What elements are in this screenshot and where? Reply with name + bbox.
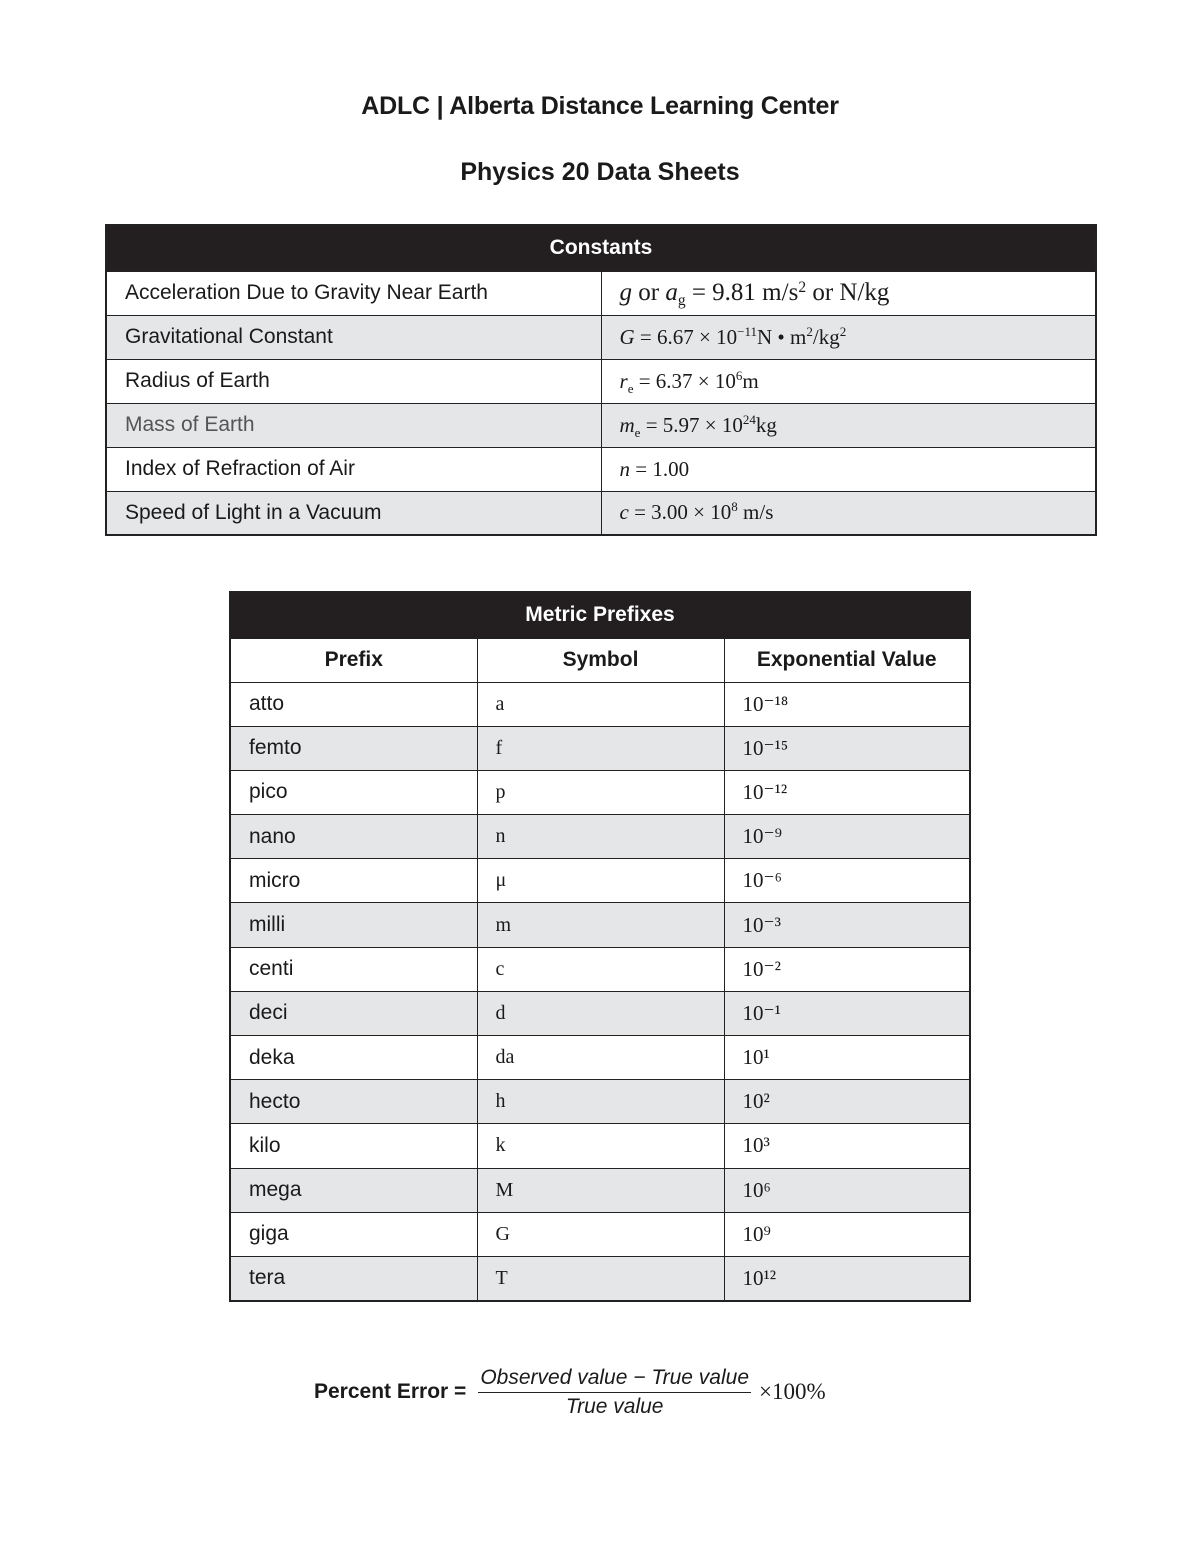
prefix-exponential-value: 10⁻¹⁵ — [724, 726, 970, 770]
prefix-exponential-value: 10¹² — [724, 1256, 970, 1300]
prefix-symbol: f — [477, 726, 724, 770]
constants-caption: Constants — [106, 225, 1096, 271]
prefix-symbol: k — [477, 1124, 724, 1168]
prefix-name: pico — [230, 770, 477, 814]
prefix-name: tera — [230, 1256, 477, 1300]
prefix-row — [230, 947, 970, 991]
prefix-row — [230, 815, 970, 859]
prefix-row — [230, 682, 970, 726]
prefix-exponential-value: 10⁻³ — [724, 903, 970, 947]
constant-row — [106, 491, 1096, 535]
prefix-exponential-value: 10⁹ — [724, 1212, 970, 1256]
prefix-name: giga — [230, 1212, 477, 1256]
formula-multiplier: ×100% — [759, 1379, 826, 1404]
formula-denominator: True value — [565, 1394, 664, 1418]
column-header-symbol: Symbol — [477, 638, 724, 682]
prefix-symbol: T — [477, 1256, 724, 1300]
constants-table — [105, 224, 1097, 536]
prefix-exponential-value: 10⁻¹² — [724, 770, 970, 814]
prefix-symbol: m — [477, 903, 724, 947]
prefix-name: deka — [230, 1036, 477, 1080]
formula-fraction — [478, 1366, 751, 1419]
prefix-name: milli — [230, 903, 477, 947]
prefix-symbol: p — [477, 770, 724, 814]
constant-value: n = 1.00 — [601, 447, 1096, 491]
prefix-row — [230, 991, 970, 1035]
prefix-name: atto — [230, 682, 477, 726]
constant-value: $r_e = 6.37 \times 10^6m$ — [601, 359, 1096, 403]
prefix-name: micro — [230, 859, 477, 903]
constant-row — [106, 403, 1096, 447]
prefix-name: deci — [230, 991, 477, 1035]
constant-row — [106, 271, 1096, 315]
column-header-exponential-value: Exponential Value — [724, 638, 970, 682]
constant-value: g or $a_g = 9.81$ $m/s^2$ or N/kg — [601, 271, 1096, 315]
prefix-row — [230, 770, 970, 814]
prefix-exponential-value: 10² — [724, 1080, 970, 1124]
prefix-row — [230, 1036, 970, 1080]
prefix-exponential-value: 10⁻⁶ — [724, 859, 970, 903]
prefix-name: centi — [230, 947, 477, 991]
document-header-title: ADLC | Alberta Distance Learning Center — [361, 92, 839, 120]
prefix-exponential-value: 10⁶ — [724, 1168, 970, 1212]
document-subtitle: Physics 20 Data Sheets — [460, 158, 740, 186]
prefix-name: kilo — [230, 1124, 477, 1168]
prefixes-caption: Metric Prefixes — [230, 592, 970, 638]
prefix-exponential-value: 10⁻¹ — [724, 991, 970, 1035]
prefix-row — [230, 1212, 970, 1256]
prefix-symbol: n — [477, 815, 724, 859]
constant-value: $c = 3.00 \times 10^8$ m/s — [601, 491, 1096, 535]
formula-numerator: Observed value − True value — [478, 1366, 751, 1393]
prefix-exponential-value: 10⁻⁹ — [724, 815, 970, 859]
column-header-prefix: Prefix — [230, 638, 477, 682]
prefix-symbol: da — [477, 1036, 724, 1080]
prefix-row — [230, 859, 970, 903]
prefix-row — [230, 1256, 970, 1300]
constant-name: Speed of Light in a Vacuum — [106, 491, 601, 535]
prefix-symbol: h — [477, 1080, 724, 1124]
prefix-row — [230, 726, 970, 770]
constant-row — [106, 359, 1096, 403]
prefix-row — [230, 903, 970, 947]
prefix-name: hecto — [230, 1080, 477, 1124]
constant-name: Radius of Earth — [106, 359, 601, 403]
constant-name: Mass of Earth — [106, 403, 601, 447]
prefix-symbol: G — [477, 1212, 724, 1256]
prefix-exponential-value: 10³ — [724, 1124, 970, 1168]
prefix-name: mega — [230, 1168, 477, 1212]
prefix-row — [230, 1124, 970, 1168]
prefix-exponential-value: 10¹ — [724, 1036, 970, 1080]
prefix-symbol: d — [477, 991, 724, 1035]
prefix-exponential-value: 10⁻¹⁸ — [724, 682, 970, 726]
prefix-symbol: μ — [477, 859, 724, 903]
prefix-row — [230, 1168, 970, 1212]
prefix-row — [230, 1080, 970, 1124]
prefix-name: femto — [230, 726, 477, 770]
prefix-exponential-value: 10⁻² — [724, 947, 970, 991]
prefix-symbol: M — [477, 1168, 724, 1212]
metric-prefixes-table — [229, 591, 971, 1302]
constant-row — [106, 315, 1096, 359]
formula-label: Percent Error = — [314, 1380, 467, 1403]
prefix-symbol: a — [477, 682, 724, 726]
constant-value: $m_e = 5.97 \times 10^{24}kg$ — [601, 403, 1096, 447]
constant-name: Acceleration Due to Gravity Near Earth — [106, 271, 601, 315]
constant-value: $G = 6.67 \times 10^{-11}N$ • $m^2/kg^2$ — [601, 315, 1096, 359]
constant-name: Gravitational Constant — [106, 315, 601, 359]
constant-row — [106, 447, 1096, 491]
percent-error-formula — [314, 1362, 826, 1422]
constant-name: Index of Refraction of Air — [106, 447, 601, 491]
prefix-name: nano — [230, 815, 477, 859]
prefix-symbol: c — [477, 947, 724, 991]
